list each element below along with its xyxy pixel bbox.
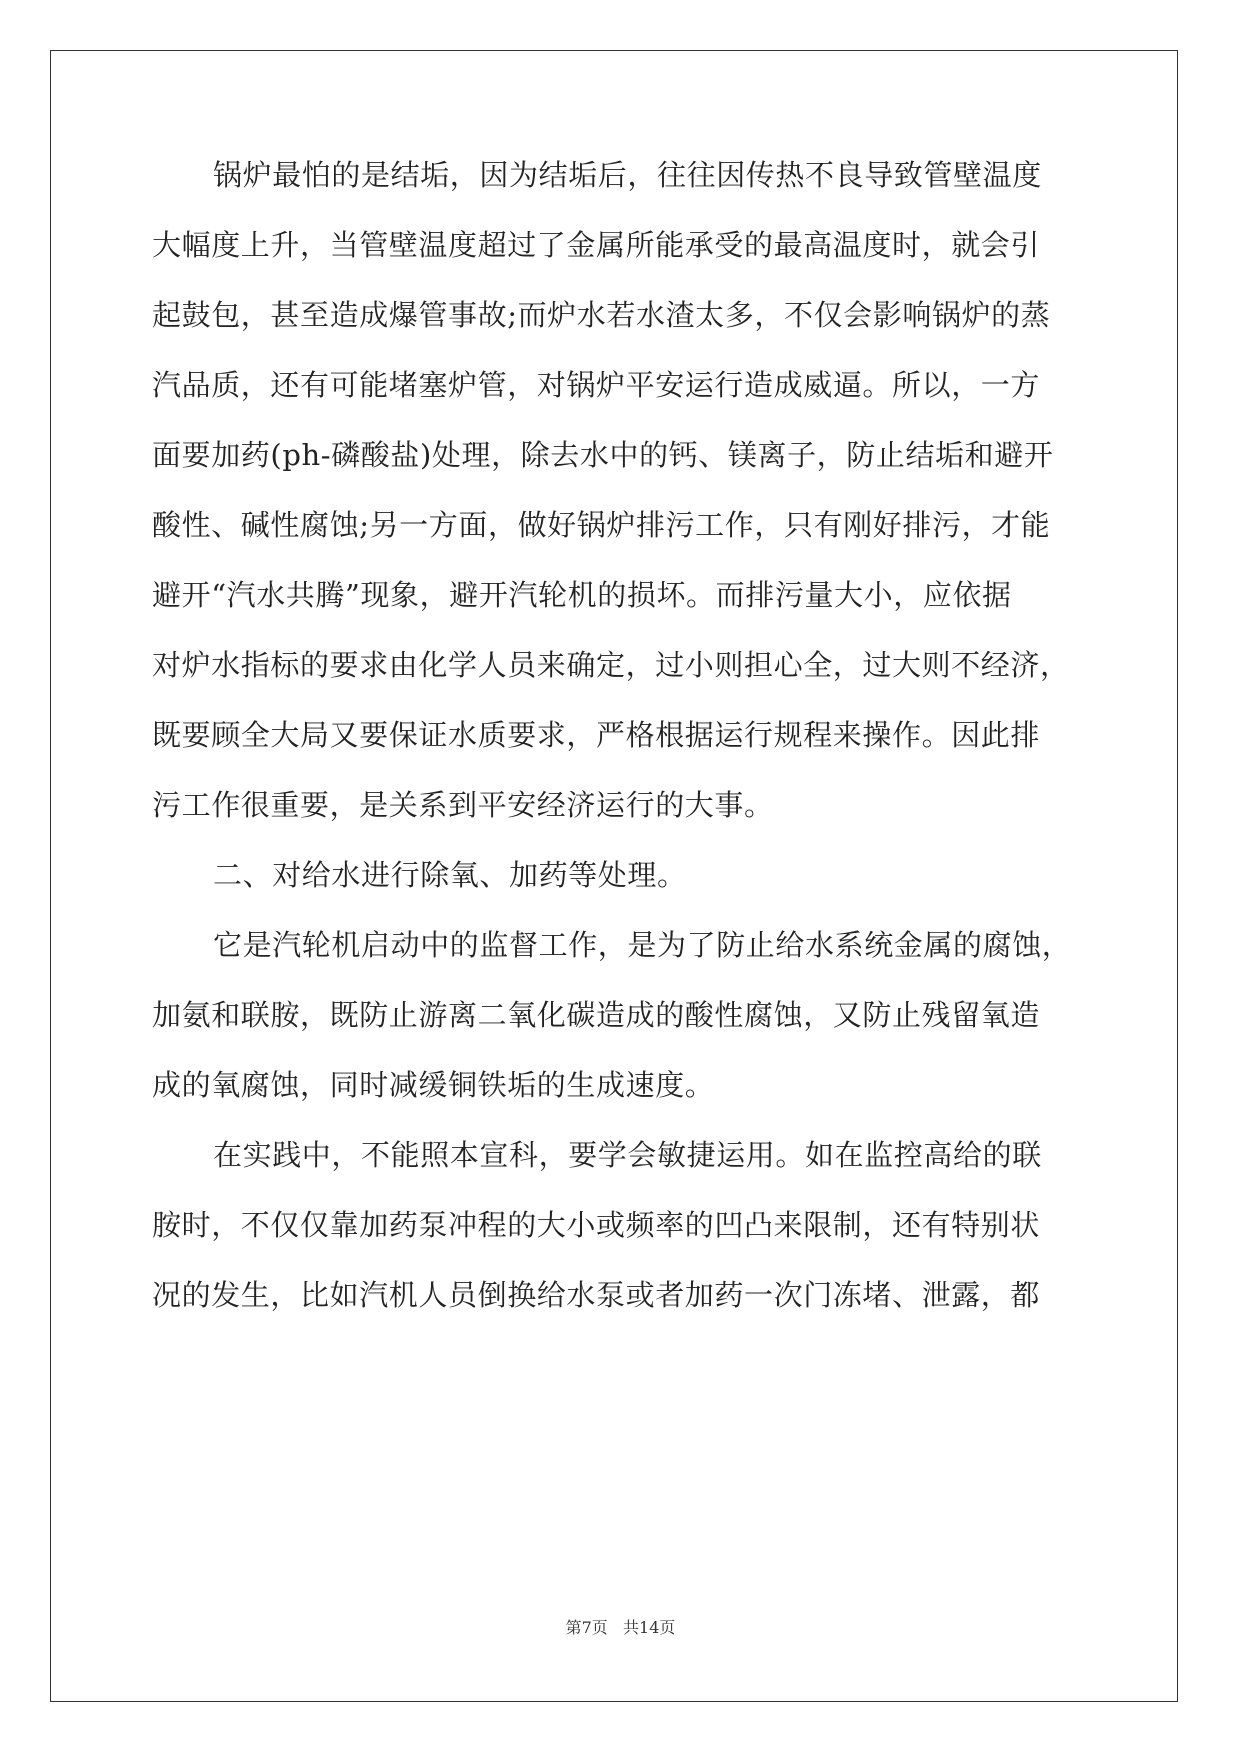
paragraph-line: 它是汽轮机启动中的监督工作，是为了防止给水系统金属的腐蚀， (213, 928, 1072, 962)
paragraph-line: 对炉水指标的要求由化学人员来确定，过小则担心全，过大则不经济， (152, 648, 1070, 682)
paragraph-line: 大幅度上升，当管壁温度超过了金属所能承受的最高温度时，就会引 (152, 228, 1041, 262)
paragraph-line: 加氨和联胺，既防止游离二氧化碳造成的酸性腐蚀，又防止残留氧造 (152, 998, 1041, 1032)
paragraph-line: 酸性、碱性腐蚀;另一方面，做好锅炉排污工作，只有刚好排污，才能 (152, 508, 1051, 542)
paragraph-line: 汽品质，还有可能堵塞炉管，对锅炉平安运行造成威逼。所以，一方 (152, 368, 1041, 402)
section-heading: 二、对给水进行除氧、加药等处理。 (213, 858, 687, 892)
paragraph-line: 既要顾全大局又要保证水质要求，严格根据运行规程来操作。因此排 (152, 718, 1041, 752)
paragraph-line: 况的发生，比如汽机人员倒换给水泵或者加药一次门冻堵、泄露，都 (152, 1278, 1041, 1312)
paragraph-line: 污工作很重要，是关系到平安经济运行的大事。 (152, 788, 774, 822)
paragraph-line: 成的氧腐蚀，同时减缓铜铁垢的生成速度。 (152, 1068, 715, 1102)
page-number: 第7页 (565, 1618, 608, 1637)
paragraph-line: 锅炉最怕的是结垢，因为结垢后，往往因传热不良导致管壁温度 (213, 158, 1042, 192)
paragraph-line: 胺时，不仅仅靠加药泵冲程的大小或频率的凹凸来限制，还有特别状 (152, 1208, 1041, 1242)
paragraph-line: 在实践中，不能照本宣科，要学会敏捷运用。如在监控高给的联 (213, 1138, 1042, 1172)
paragraph-line: 起鼓包，甚至造成爆管事故;而炉水若水渣太多，不仅会影响锅炉的蒸 (152, 298, 1051, 332)
page-total: 共14页 (623, 1618, 676, 1637)
page-footer (0, 1617, 1241, 1639)
paragraph-line: 面要加药(ph-磷酸盐)处理，除去水中的钙、镁离子，防止结垢和避开 (152, 438, 1054, 472)
paragraph-line: 避开“汽水共腾”现象，避开汽轮机的损坏。而排污量大小，应依据 (152, 578, 1012, 612)
